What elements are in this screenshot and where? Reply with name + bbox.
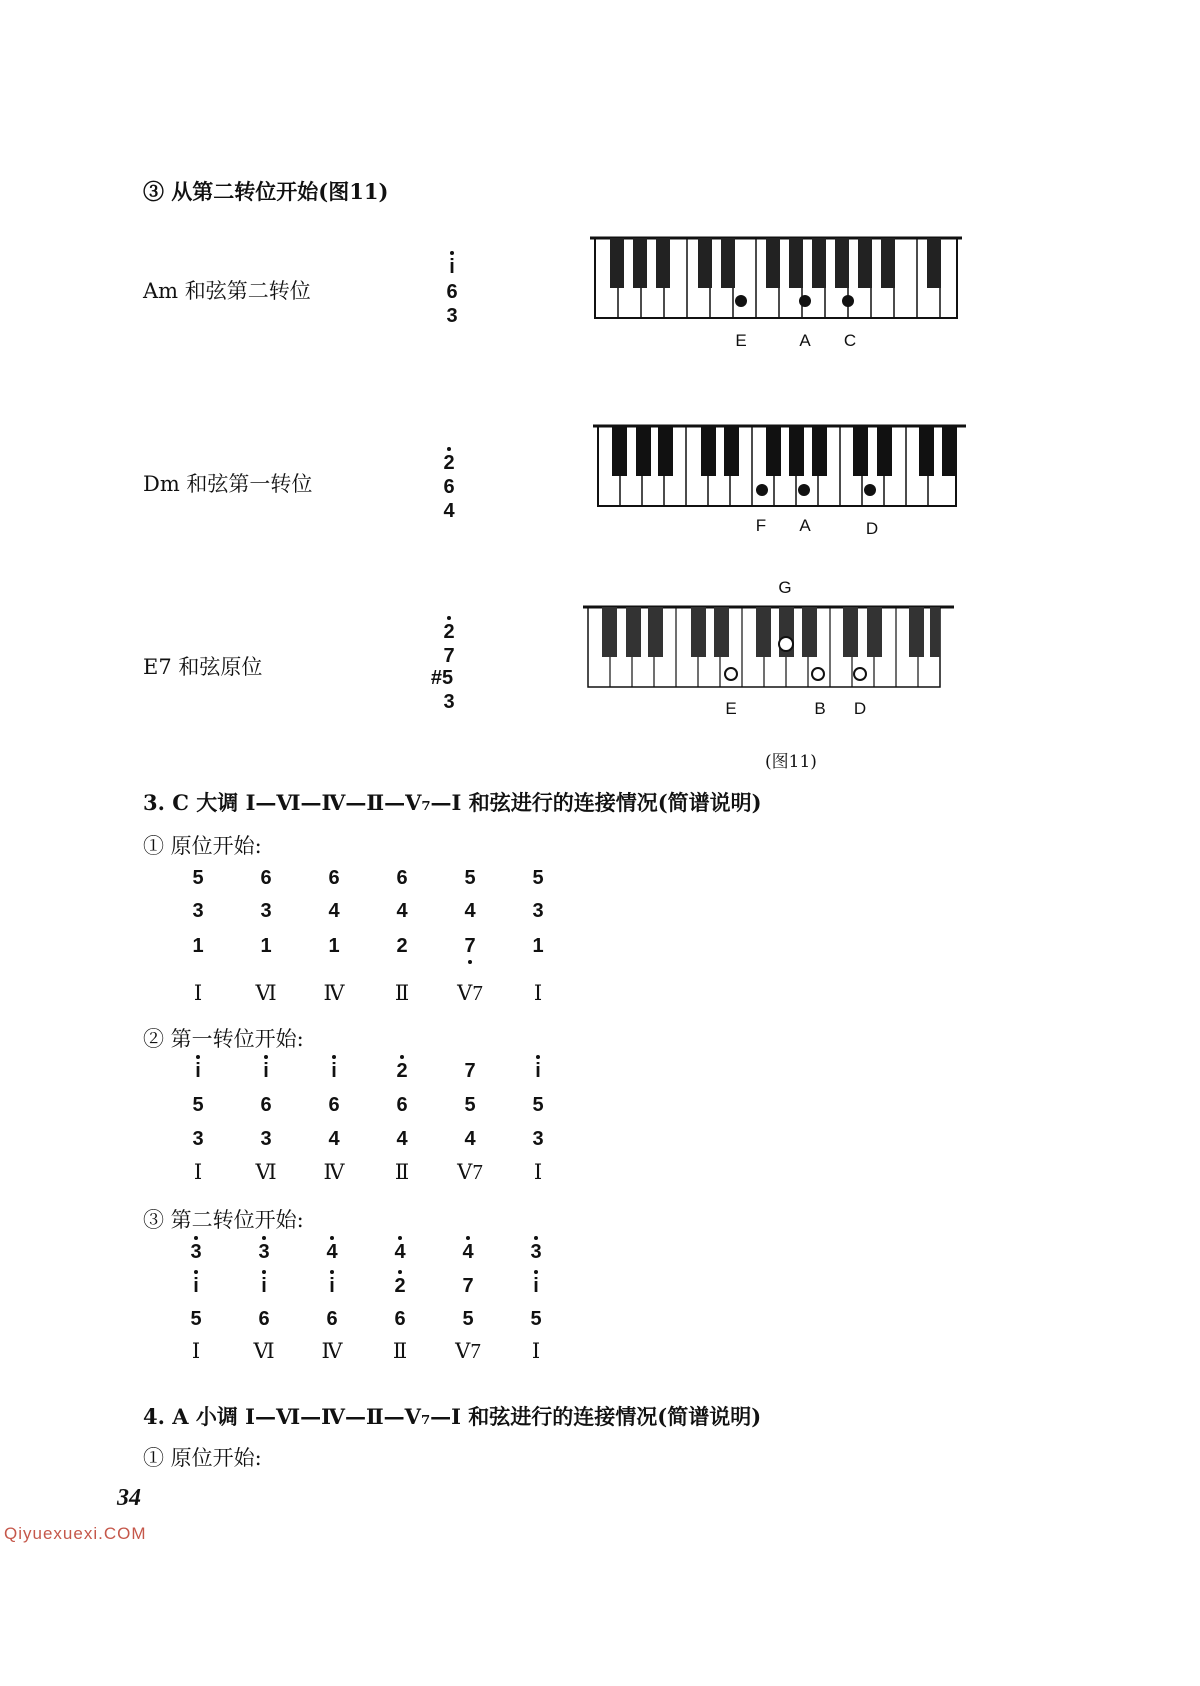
num-cell: 7 xyxy=(462,1275,474,1297)
roman-cell: Ⅵ xyxy=(255,981,277,1005)
num-cell: 6 xyxy=(328,1094,340,1116)
num-cell: i xyxy=(535,1060,541,1082)
page-number: 34 xyxy=(117,1485,141,1511)
num-cell: 4 xyxy=(462,1241,474,1263)
note-letter: A xyxy=(799,516,811,535)
num-cell: 4 xyxy=(326,1241,338,1263)
num-cell: 3 xyxy=(532,1128,544,1150)
roman-cell: Ⅰ xyxy=(531,1339,541,1363)
num-cell: 5 xyxy=(192,867,204,889)
num-cell: i xyxy=(263,1060,269,1082)
num-cell: 7 xyxy=(464,1060,476,1082)
num-cell: i xyxy=(329,1275,335,1297)
roman-cell: Ⅵ xyxy=(253,1339,275,1363)
section4-heading: 4. A 小调 Ⅰ—Ⅵ—Ⅳ—Ⅱ—Ⅴ₇—Ⅰ 和弦进行的连接情况(简谱说明) xyxy=(143,1404,762,1429)
note-marker xyxy=(812,668,824,680)
num-cell: 2 xyxy=(394,1275,406,1297)
num-cell: i xyxy=(193,1275,199,1297)
keyboard-diagram-e7 xyxy=(580,600,958,694)
note-letter: B xyxy=(814,699,826,718)
num-cell: 3 xyxy=(260,1128,272,1150)
num-cell: 6 xyxy=(258,1308,270,1330)
chord-number: #5 xyxy=(430,667,454,689)
num-cell: 3 xyxy=(532,900,544,922)
roman-cell: Ⅰ xyxy=(193,981,203,1005)
section4-sub1: ① 原位开始: xyxy=(143,1446,262,1470)
num-cell: i xyxy=(195,1060,201,1082)
num-cell: 1 xyxy=(328,935,340,957)
watermark: Qiyuexuexi.COM xyxy=(4,1524,147,1543)
num-cell: 4 xyxy=(396,1128,408,1150)
num-cell: 6 xyxy=(396,867,408,889)
roman-cell: Ⅴ7 xyxy=(457,1160,483,1184)
num-cell: 2 xyxy=(396,935,408,957)
roman-cell: Ⅱ xyxy=(392,1339,408,1363)
chord-label-am: Am 和弦第二转位 xyxy=(143,279,311,303)
num-cell: 2 xyxy=(396,1060,408,1082)
note-marker xyxy=(725,668,737,680)
num-cell: 4 xyxy=(464,1128,476,1150)
block3-title: ③ 第二转位开始: xyxy=(143,1208,304,1232)
num-cell: 3 xyxy=(190,1241,202,1263)
chord-number: 3 xyxy=(446,305,458,327)
roman-cell: Ⅱ xyxy=(394,981,410,1005)
num-cell: 1 xyxy=(260,935,272,957)
num-cell: 5 xyxy=(532,1094,544,1116)
note-letter: F xyxy=(755,516,767,535)
roman-cell: Ⅴ7 xyxy=(457,981,483,1005)
num-cell: 5 xyxy=(190,1308,202,1330)
roman-cell: Ⅰ xyxy=(191,1339,201,1363)
roman-cell: Ⅵ xyxy=(255,1160,277,1184)
num-cell: 4 xyxy=(328,1128,340,1150)
keyboard-diagram-am xyxy=(590,233,965,325)
section3-heading: 3. C 大调 Ⅰ—Ⅵ—Ⅳ—Ⅱ—Ⅴ₇—Ⅰ 和弦进行的连接情况(简谱说明) xyxy=(143,790,762,815)
keyboard-diagram-dm xyxy=(590,420,968,512)
num-cell: 6 xyxy=(328,867,340,889)
num-cell: 4 xyxy=(394,1241,406,1263)
chord-label-e7: E7 和弦原位 xyxy=(143,655,263,679)
num-cell: 3 xyxy=(260,900,272,922)
num-cell: 7 xyxy=(464,935,476,957)
note-marker xyxy=(799,295,811,307)
roman-cell: Ⅱ xyxy=(394,1160,410,1184)
num-cell: i xyxy=(261,1275,267,1297)
note-marker xyxy=(735,295,747,307)
num-cell: 4 xyxy=(396,900,408,922)
chord-number: 4 xyxy=(443,500,455,522)
num-cell: 6 xyxy=(396,1094,408,1116)
num-cell: i xyxy=(533,1275,539,1297)
note-marker xyxy=(854,668,866,680)
chord-number: 3 xyxy=(443,691,455,713)
num-cell: i xyxy=(331,1060,337,1082)
block1-title: ① 原位开始: xyxy=(143,834,262,858)
note-marker xyxy=(756,484,768,496)
roman-cell: Ⅳ xyxy=(323,981,345,1005)
num-cell: 3 xyxy=(258,1241,270,1263)
chord-number: 2 xyxy=(443,621,455,643)
roman-cell: Ⅳ xyxy=(321,1339,343,1363)
note-letter-g: G xyxy=(778,578,792,597)
chord-number: i xyxy=(449,256,455,278)
num-cell: 4 xyxy=(464,900,476,922)
num-cell: 5 xyxy=(532,867,544,889)
num-cell: 5 xyxy=(192,1094,204,1116)
num-cell: 6 xyxy=(394,1308,406,1330)
num-cell: 5 xyxy=(464,867,476,889)
num-cell: 3 xyxy=(192,1128,204,1150)
chord-number: 2 xyxy=(443,452,455,474)
note-marker xyxy=(842,295,854,307)
note-marker xyxy=(864,484,876,496)
note-letter: A xyxy=(799,331,811,350)
figure-section-heading: ③ 从第二转位开始(图11) xyxy=(143,179,389,204)
num-cell: 6 xyxy=(260,1094,272,1116)
num-cell: 4 xyxy=(328,900,340,922)
roman-cell: Ⅴ7 xyxy=(455,1339,481,1363)
note-letter: E xyxy=(735,331,747,350)
chord-label-dm: Dm 和弦第一转位 xyxy=(143,472,313,496)
num-cell: 5 xyxy=(464,1094,476,1116)
num-cell: 6 xyxy=(326,1308,338,1330)
note-letter: C xyxy=(843,331,857,350)
num-cell: 1 xyxy=(192,935,204,957)
roman-cell: Ⅰ xyxy=(193,1160,203,1184)
block2-title: ② 第一转位开始: xyxy=(143,1027,304,1051)
note-letter: D xyxy=(865,519,879,538)
note-marker xyxy=(779,637,793,651)
note-letter: E xyxy=(725,699,737,718)
roman-cell: Ⅰ xyxy=(533,1160,543,1184)
roman-cell: Ⅳ xyxy=(323,1160,345,1184)
chord-number: 6 xyxy=(446,281,458,303)
chord-number: 7 xyxy=(443,645,455,667)
note-marker xyxy=(798,484,810,496)
num-cell: 3 xyxy=(530,1241,542,1263)
note-letter: D xyxy=(853,699,867,718)
num-cell: 5 xyxy=(462,1308,474,1330)
num-cell: 5 xyxy=(530,1308,542,1330)
num-cell: 1 xyxy=(532,935,544,957)
roman-cell: Ⅰ xyxy=(533,981,543,1005)
num-cell: 6 xyxy=(260,867,272,889)
chord-number: 6 xyxy=(443,476,455,498)
figure-caption: (图11) xyxy=(765,752,817,772)
num-cell: 3 xyxy=(192,900,204,922)
